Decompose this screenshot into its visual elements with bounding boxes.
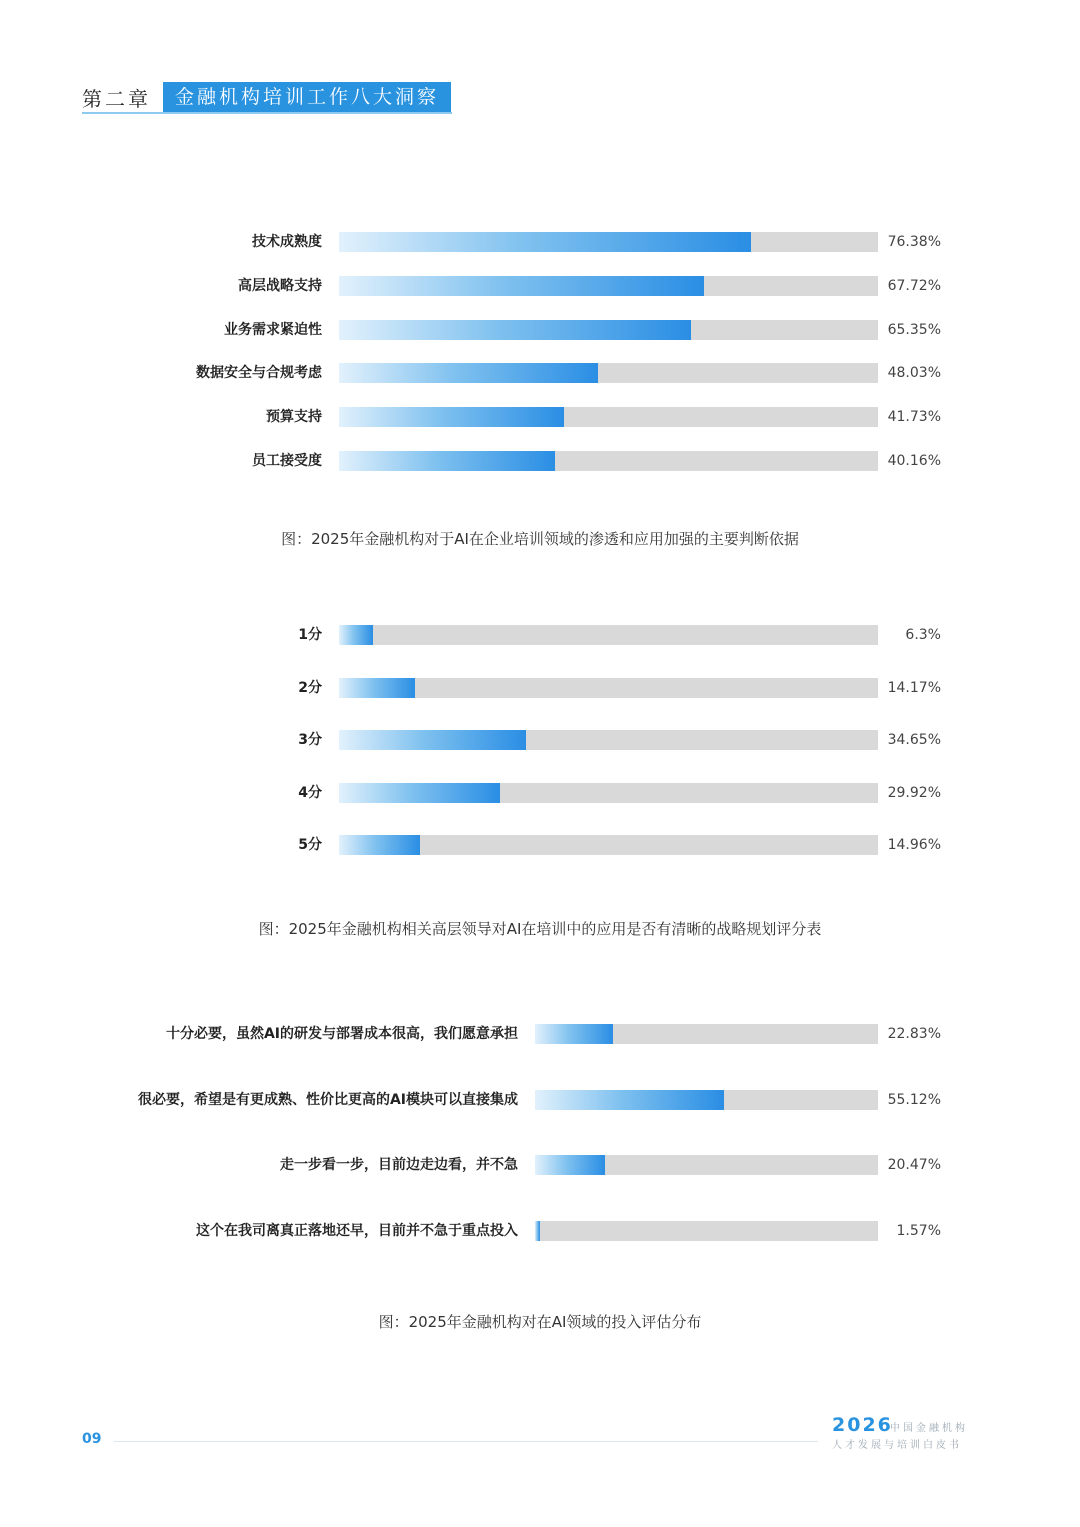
- bar-category-label: 这个在我司离真正落地还早，目前并不急于重点投入: [196, 1223, 518, 1239]
- bar-value-label: 48.03%: [887, 365, 941, 381]
- bar-category-label: 4分: [298, 785, 322, 801]
- bar-row: [0, 320, 1080, 340]
- bar-value-label: 76.38%: [887, 234, 941, 250]
- bar-track: [339, 625, 878, 645]
- bar-track: [339, 678, 878, 698]
- bar-track: [339, 835, 878, 855]
- bar-track: [339, 407, 878, 427]
- bar-value-label: 40.16%: [887, 453, 941, 469]
- bar-value-label: 55.12%: [887, 1092, 941, 1108]
- bar-track: [339, 363, 878, 383]
- bar-row: [0, 625, 1080, 645]
- bar-fill: [339, 276, 704, 296]
- bar-fill: [339, 363, 598, 383]
- chapter-number: 第二章: [82, 86, 151, 111]
- bar-track: [339, 320, 878, 340]
- bar-category-label: 技术成熟度: [252, 234, 322, 250]
- bar-value-label: 22.83%: [887, 1026, 941, 1042]
- bar-track: [535, 1024, 878, 1044]
- bar-row: [0, 783, 1080, 803]
- bar-track: [339, 276, 878, 296]
- bar-value-label: 34.65%: [887, 732, 941, 748]
- chapter-title: 金融机构培训工作八大洞察: [163, 82, 451, 112]
- bar-category-label: 预算支持: [266, 409, 322, 425]
- bar-value-label: 29.92%: [887, 785, 941, 801]
- bar-fill: [339, 407, 564, 427]
- bar-category-label: 很必要，希望是有更成熟、性价比更高的AI模块可以直接集成: [137, 1092, 518, 1108]
- bar-value-label: 41.73%: [887, 409, 941, 425]
- bar-row: [0, 835, 1080, 855]
- bar-row: [0, 1155, 1080, 1175]
- bar-category-label: 员工接受度: [252, 453, 322, 469]
- bar-fill: [535, 1024, 613, 1044]
- bar-category-label: 3分: [298, 732, 322, 748]
- bar-value-label: 20.47%: [887, 1157, 941, 1173]
- chapter-header: [82, 80, 451, 114]
- footer-divider: [114, 1441, 818, 1442]
- bar-row: [0, 1090, 1080, 1110]
- chart-axis: [0, 262, 1080, 527]
- bar-row: [0, 1221, 1080, 1241]
- bar-fill: [535, 1090, 724, 1110]
- bar-row: [0, 363, 1080, 383]
- bar-row: [0, 232, 1080, 252]
- bar-track: [339, 232, 878, 252]
- brand-line-2: 人才发展与培训白皮书: [832, 1440, 962, 1451]
- bar-fill: [339, 320, 691, 340]
- bar-value-label: 65.35%: [887, 322, 941, 338]
- bar-value-label: 67.72%: [887, 278, 941, 294]
- bar-row: [0, 276, 1080, 296]
- bar-track: [535, 1090, 878, 1110]
- chart-axis: [0, 0, 1080, 262]
- bar-category-label: 5分: [298, 837, 322, 853]
- bar-fill: [339, 730, 526, 750]
- bar-row: [0, 407, 1080, 427]
- bar-category-label: 十分必要，虽然AI的研发与部署成本很高，我们愿意承担: [165, 1026, 518, 1042]
- bar-category-label: 2分: [298, 680, 322, 696]
- brand-year: 2026: [832, 1414, 893, 1436]
- page-number: 09: [82, 1431, 102, 1447]
- bar-value-label: 14.96%: [887, 837, 941, 853]
- bar-row: [0, 451, 1080, 471]
- bar-fill: [339, 835, 420, 855]
- bar-value-label: 14.17%: [887, 680, 941, 696]
- bar-category-label: 数据安全与合规考虑: [196, 365, 322, 381]
- bar-row: [0, 1024, 1080, 1044]
- bar-category-label: 高层战略支持: [238, 278, 322, 294]
- bar-category-label: 1分: [298, 627, 322, 643]
- bar-fill: [535, 1221, 540, 1241]
- chart-caption-1: 图：2025年金融机构对于AI在企业培训领域的渗透和应用加强的主要判断依据: [281, 530, 799, 548]
- bar-fill: [339, 232, 751, 252]
- bar-row: [0, 730, 1080, 750]
- bar-fill: [535, 1155, 605, 1175]
- bar-category-label: 业务需求紧迫性: [224, 322, 322, 338]
- chart-caption-2: 图：2025年金融机构相关高层领导对AI在培训中的应用是否有清晰的战略规划评分表: [258, 920, 822, 938]
- bar-fill: [339, 783, 500, 803]
- bar-value-label: 6.3%: [905, 627, 941, 643]
- bar-track: [535, 1155, 878, 1175]
- brand-line-1: 中国金融机构: [890, 1423, 968, 1434]
- header-underline: [82, 112, 452, 114]
- bar-fill: [339, 625, 373, 645]
- bar-row: [0, 678, 1080, 698]
- bar-category-label: 走一步看一步，目前边走边看，并不急: [280, 1157, 518, 1173]
- bar-track: [339, 451, 878, 471]
- bar-value-label: 1.57%: [896, 1223, 941, 1239]
- bar-track: [339, 730, 878, 750]
- bar-track: [535, 1221, 878, 1241]
- bar-track: [339, 783, 878, 803]
- chart-caption-3: 图：2025年金融机构对在AI领域的投入评估分布: [378, 1313, 702, 1331]
- bar-fill: [339, 451, 555, 471]
- bar-fill: [339, 678, 415, 698]
